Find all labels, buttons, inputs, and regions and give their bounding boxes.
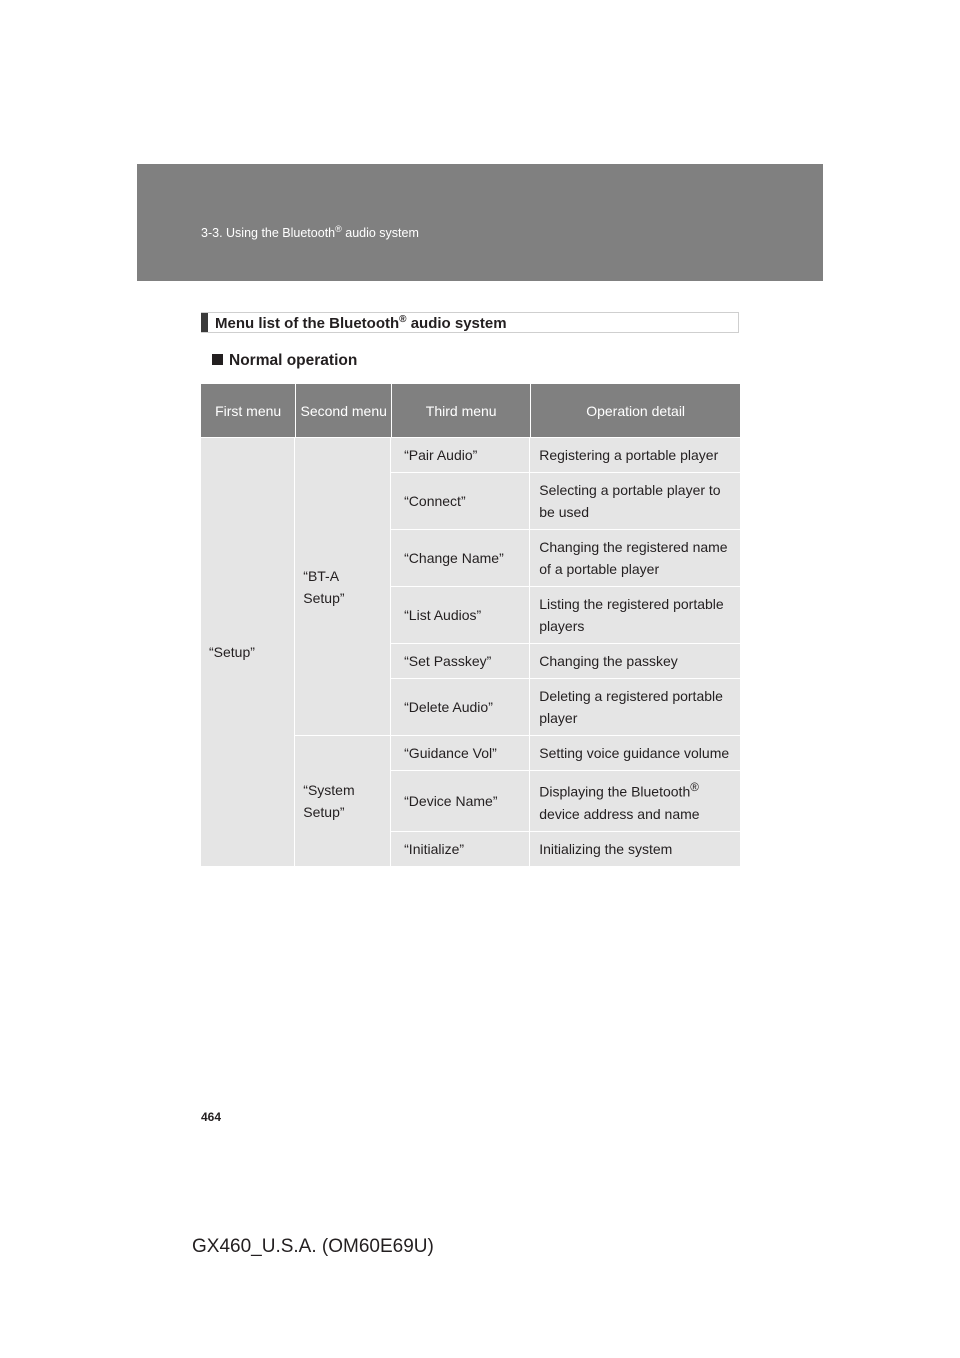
third-menu-cell: “Delete Audio” xyxy=(391,678,530,735)
square-bullet-icon xyxy=(212,354,223,365)
detail-cell: Changing the registered name of a portable player xyxy=(530,529,740,586)
second-menu-cell: “BT-A Setup” xyxy=(295,437,391,735)
detail-cell: Initializing the system xyxy=(530,831,740,866)
column-header: First menu xyxy=(201,384,295,437)
section-heading xyxy=(201,312,739,333)
second-menu-cell: “System Setup” xyxy=(295,735,391,866)
detail-cell: Registering a portable player xyxy=(530,437,740,472)
table-header-row xyxy=(201,384,740,437)
detail-cell: Selecting a portable player to be used xyxy=(530,472,740,529)
third-menu-cell: “Guidance Vol” xyxy=(391,735,530,770)
section-heading-text: Menu list of the Bluetooth® audio system xyxy=(215,314,507,332)
column-header: Second menu xyxy=(295,384,391,437)
document-code: GX460_U.S.A. (OM60E69U) xyxy=(192,1236,434,1257)
heading-bar xyxy=(201,313,208,332)
first-menu-cell: “Setup” xyxy=(201,437,295,866)
detail-cell: Displaying the Bluetooth® device address and name xyxy=(530,770,740,831)
third-menu-cell: “List Audios” xyxy=(391,586,530,643)
subheading: Normal operation xyxy=(212,352,357,370)
page-number: 464 xyxy=(201,1110,222,1124)
third-menu-cell: “Change Name” xyxy=(391,529,530,586)
table-row xyxy=(201,437,740,472)
header-band xyxy=(137,164,823,281)
third-menu-cell: “Connect” xyxy=(391,472,530,529)
column-header: Operation detail xyxy=(530,384,740,437)
menu-table xyxy=(201,384,740,866)
third-menu-cell: “Pair Audio” xyxy=(391,437,530,472)
column-header: Third menu xyxy=(391,384,530,437)
third-menu-cell: “Device Name” xyxy=(391,770,530,831)
detail-cell: Listing the registered portable players xyxy=(530,586,740,643)
detail-cell: Deleting a registered portable player xyxy=(530,678,740,735)
detail-cell: Setting voice guidance volume xyxy=(530,735,740,770)
detail-cell: Changing the passkey xyxy=(530,643,740,678)
third-menu-cell: “Initialize” xyxy=(391,831,530,866)
third-menu-cell: “Set Passkey” xyxy=(391,643,530,678)
section-reference: 3-3. Using the Bluetooth® audio system xyxy=(201,224,419,241)
